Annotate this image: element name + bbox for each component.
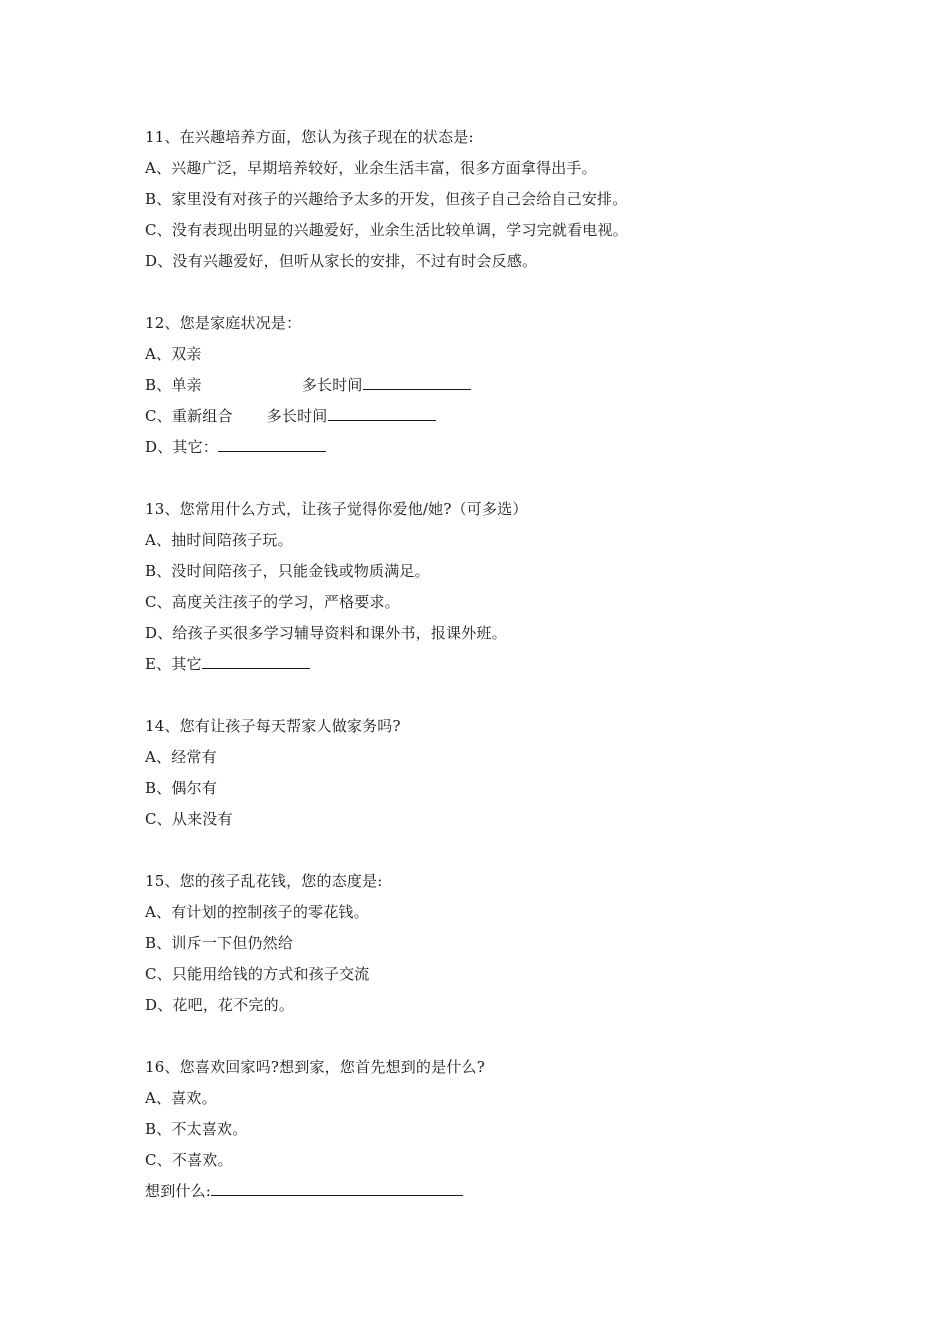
question-13-option-c: C、高度关注孩子的学习，严格要求。: [145, 593, 400, 611]
question-15-option-d: D、花吧，花不完的。: [145, 996, 295, 1014]
duration-blank: [328, 405, 436, 421]
question-11-option-c: C、没有表现出明显的兴趣爱好，业余生活比较单调，学习完就看电视。: [145, 221, 628, 239]
other-blank: [218, 436, 326, 452]
spacer: [145, 1021, 845, 1052]
question-11-option-b: B、家里没有对孩子的兴趣给予太多的开发，但孩子自己会给自己安排。: [145, 190, 628, 208]
followup-blank: [211, 1180, 463, 1196]
questionnaire-page: [145, 122, 845, 1207]
question-16-option-c: C、不喜欢。: [145, 1151, 233, 1169]
question-14: [145, 711, 845, 835]
question-13-title: 13、您常用什么方式，让孩子觉得你爱他/她?（可多选）: [145, 500, 528, 518]
question-13-option-a: A、抽时间陪孩子玩。: [145, 531, 293, 549]
question-12-option-a: A、双亲: [145, 345, 202, 363]
question-12: [145, 308, 845, 463]
spacer: [145, 680, 845, 711]
spacer: [145, 835, 845, 866]
question-12-option-c-label: C、重新组合: [145, 407, 233, 425]
question-11: [145, 122, 845, 277]
question-11-title: 11、在兴趣培养方面，您认为孩子现在的状态是:: [145, 128, 474, 146]
question-13: [145, 494, 845, 680]
question-16-followup: [145, 1176, 845, 1207]
question-12-title: 12、您是家庭状况是：: [145, 314, 302, 332]
question-11-option-d: D、没有兴趣爱好，但听从家长的安排，不过有时会反感。: [145, 252, 538, 270]
question-14-option-c: C、从来没有: [145, 810, 233, 828]
question-12-option-b-duration-label: 多长时间: [301, 376, 363, 394]
question-15-option-b: B、训斥一下但仍然给: [145, 934, 294, 952]
question-11-option-a: A、兴趣广泛，早期培养较好，业余生活丰富，很多方面拿得出手。: [145, 159, 597, 177]
question-16-option-b: B、不太喜欢。: [145, 1120, 248, 1138]
question-13-option-e-label: E、其它: [145, 655, 202, 673]
question-12-option-c: [145, 401, 845, 432]
question-16: [145, 1052, 845, 1207]
question-14-option-a: A、经常有: [145, 748, 217, 766]
question-12-option-b-label: B、单亲: [145, 376, 202, 394]
question-16-option-a: A、喜欢。: [145, 1089, 217, 1107]
question-13-option-d: D、给孩子买很多学习辅导资料和课外书，报课外班。: [145, 624, 507, 642]
question-14-option-b: B、偶尔有: [145, 779, 218, 797]
duration-blank: [363, 374, 471, 390]
question-14-title: 14、您有让孩子每天帮家人做家务吗?: [145, 717, 401, 735]
question-15: [145, 866, 845, 1021]
question-12-option-d-label: D、其它：: [145, 438, 219, 456]
question-12-option-b: [145, 370, 845, 401]
other-blank: [202, 653, 310, 669]
spacer: [145, 463, 845, 494]
question-12-option-d: [145, 432, 845, 463]
question-16-followup-label: 想到什么:: [145, 1182, 212, 1200]
question-15-option-c: C、只能用给钱的方式和孩子交流: [145, 965, 370, 983]
question-15-title: 15、您的孩子乱花钱，您的态度是:: [145, 872, 383, 890]
question-13-option-b: B、没时间陪孩子，只能金钱或物质满足。: [145, 562, 430, 580]
question-12-option-c-duration-label: 多长时间: [266, 407, 328, 425]
question-15-option-a: A、有计划的控制孩子的零花钱。: [145, 903, 369, 921]
spacer: [145, 277, 845, 308]
question-16-title: 16、您喜欢回家吗?想到家，您首先想到的是什么?: [145, 1058, 485, 1076]
question-13-option-e: [145, 649, 845, 680]
